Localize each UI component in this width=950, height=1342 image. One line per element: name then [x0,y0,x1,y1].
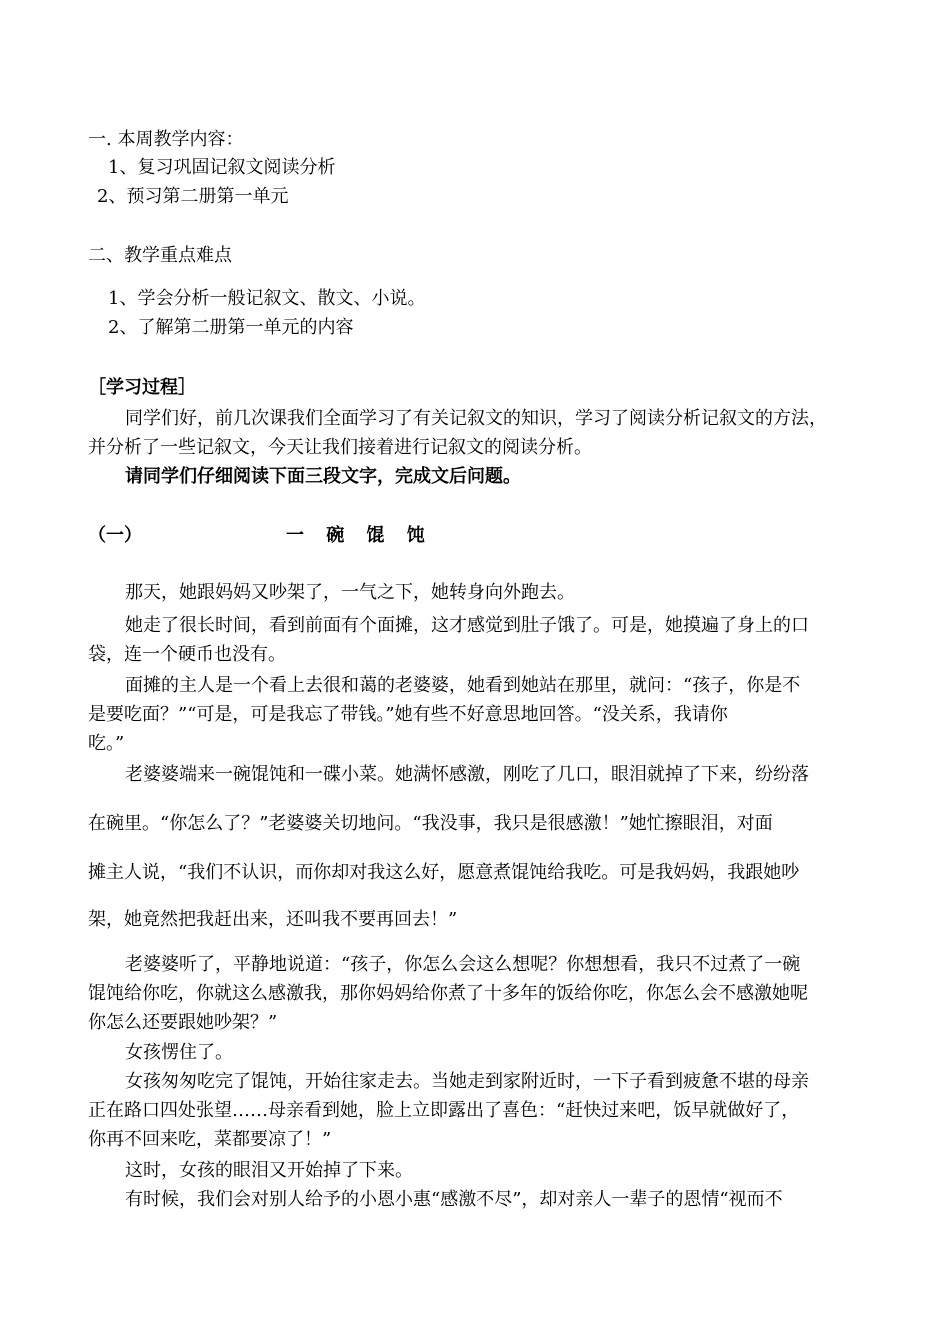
passage-line: 吃。” [88,733,125,754]
passage-line: 架，她竟然把我赶出来，还叫我不要再回去！” [88,909,458,930]
passage-line: 馄饨给你吃，你就这么感激我，那你妈妈给你煮了十多年的饭给你吃，你怎么会不感激她呢 [88,983,808,1004]
passage-line: 那天，她跟妈妈又吵架了，一气之下，她转身向外跑去。 [125,582,575,603]
passage-line: 在碗里。“你怎么了？”老婆婆关切地问。“我没事，我只是很感激！”她忙擦眼泪，对面 [88,813,773,834]
passage-line: 有时候，我们会对别人给予的小恩小惠“感激不尽”，却对亲人一辈子的恩情“视而不 [125,1189,783,1210]
passage-line: 这时，女孩的眼泪又开始掉了下来。 [125,1160,413,1181]
passage-line: 老婆婆听了，平静地说道：“孩子，你怎么会这么想呢？你想想看，我只不过煮了一碗 [125,954,801,975]
intro-paragraph-line-1: 同学们好，前几次课我们全面学习了有关记叙文的知识，学习了阅读分析记叙文的方法， [125,408,827,429]
passage-line: 你再不回来吃，菜都要凉了！” [88,1129,332,1150]
section-heading-teaching-content: 一. 本周教学内容： [88,129,244,150]
passage-line: 她走了很长时间，看到前面有个面摊，这才感觉到肚子饿了。可是，她摸遍了身上的口 [125,615,809,636]
key-points-item-1: 1、学会分析一般记叙文、散文、小说。 [108,288,426,309]
teaching-content-item-1: 1、复习巩固记叙文阅读分析 [108,157,336,178]
section-heading-key-points: 二、教学重点难点 [88,245,232,266]
passage-line: 面摊的主人是一个看上去很和蔼的老婆婆，她看到她站在那里，就问：“孩子，你是不 [125,675,801,696]
passage-line: 正在路口四处张望……母亲看到她，脸上立即露出了喜色：“赶快过来吧，饭早就做好了， [88,1100,800,1121]
passage-line: 女孩愣住了。 [125,1042,233,1063]
passage-number: （一） [88,525,142,546]
reading-instruction: 请同学们仔细阅读下面三段文字，完成文后问题。 [125,466,521,487]
passage-line: 老婆婆端来一碗馄饨和一碟小菜。她满怀感激，刚吃了几口，眼泪就掉了下来，纷纷落 [125,764,809,785]
passage-line: 是要吃面？”“可是，可是我忘了带钱。”她有些不好意思地回答。“没关系，我请你 [88,704,728,725]
passage-line: 你怎么还要跟她吵架？” [88,1012,278,1033]
intro-paragraph-line-2: 并分析了一些记叙文，今天让我们接着进行记叙文的阅读分析。 [88,437,592,458]
teaching-content-item-2: 2、预习第二册第一单元 [97,186,289,207]
passage-line: 袋，连一个硬币也没有。 [88,644,286,665]
passage-title: 一 碗 馄 饨 [286,525,433,546]
key-points-item-2: 2、了解第二册第一单元的内容 [108,317,354,338]
passage-line: 女孩匆匆吃完了馄饨，开始往家走去。当她走到家附近时，一下子看到疲惫不堪的母亲 [125,1071,809,1092]
passage-line: 摊主人说，“我们不认识，而你却对我这么好，愿意煮馄饨给我吃。可是我妈妈，我跟她吵 [88,862,800,883]
learning-process-heading: ［学习过程］ [88,377,196,398]
